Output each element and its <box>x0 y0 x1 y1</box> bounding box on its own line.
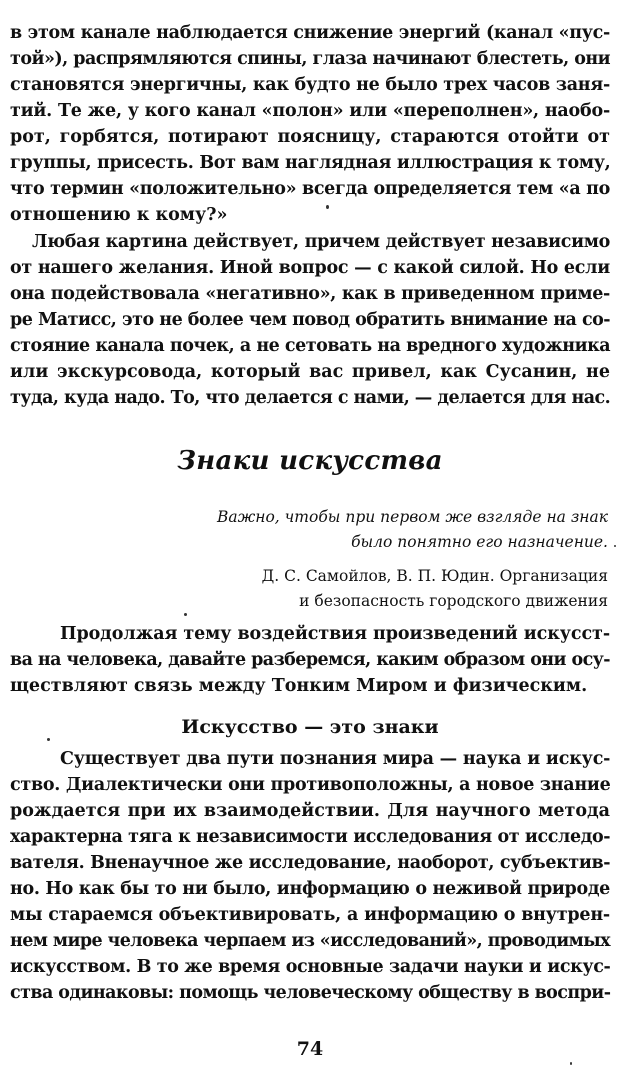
text-line: Существует два пути познания мира — наука и искус- <box>60 749 611 769</box>
text-line: стояние канала почек, а не сетовать на вредного художника <box>10 336 611 356</box>
paragraph-1 <box>10 20 610 228</box>
subsection-heading: Искусство — это знаки <box>181 716 439 738</box>
section-title: Знаки искусства <box>177 446 443 476</box>
text-line: ства одинаковы: помощь человеческому обществу в воспри- <box>10 983 611 1003</box>
page-number: 74 <box>296 1038 324 1060</box>
text-line: Продолжая тему воздействия произведений искусст- <box>60 624 610 644</box>
paragraph-4 <box>10 746 610 1006</box>
attribution-line: и безопасность городского движения <box>299 592 608 610</box>
text-line: группы, присесть. Вот вам наглядная иллюстрация к тому, <box>10 153 611 173</box>
paragraph-3 <box>10 621 610 699</box>
attribution-line: Д. С. Самойлов, В. П. Юдин. Организация <box>261 567 608 585</box>
text-line: мы стараемся объективировать, а информацию о внутрен- <box>10 905 610 925</box>
epigraph <box>217 505 608 555</box>
paragraph-2 <box>10 229 610 411</box>
epigraph-attribution <box>262 564 608 614</box>
epigraph-line: было понятно его назначение. <box>351 533 608 551</box>
text-line: ществляют связь между Тонким Миром и физическим. <box>10 676 588 696</box>
text-line: она подействовала «негативно», как в приведенном приме- <box>10 284 610 304</box>
text-line: в этом канале наблюдается снижение энергий (канал «пус- <box>10 23 610 43</box>
text-line: искусством. В то же время основные задачи науки и искус- <box>10 957 611 977</box>
text-line: характерна тяга к независимости исследования от исследо- <box>10 827 611 847</box>
scan-speck <box>614 545 616 547</box>
text-line: туда, куда надо. То, что делается с нами, — делается для нас. <box>10 388 611 408</box>
text-line: от нашего желания. Иной вопрос — с какой силой. Но если <box>10 258 610 278</box>
text-line: или экскурсовода, который вас привел, как Сусанин, не <box>10 362 610 382</box>
scan-speck <box>326 205 329 209</box>
text-line: что термин «положительно» всегда определяется тем «а по <box>10 179 610 199</box>
text-line: рождается при их взаимодействии. Для научного метода <box>10 801 610 821</box>
text-line: нем мире человека черпаем из «исследований», проводимых <box>10 931 610 951</box>
text-line: тий. Те же, у кого канал «полон» или «переполнен», наобо- <box>10 101 610 121</box>
text-line: но. Но как бы то ни было, информацию о неживой природе <box>10 879 610 899</box>
text-line: отношению к кому?» <box>10 205 228 225</box>
text-line: становятся энергичны, как будто не было трех часов заня- <box>10 75 610 95</box>
text-line: Любая картина действует, причем действует независимо <box>32 232 610 252</box>
scan-speck <box>570 1062 572 1065</box>
text-line: рот, горбятся, потирают поясницу, стараются отойти от <box>10 127 610 147</box>
text-line: ство. Диалектически они противоположны, а новое знание <box>10 775 611 795</box>
scan-speck <box>184 613 187 616</box>
text-line: ва на человека, давайте разберемся, каким образом они осу- <box>10 650 610 670</box>
epigraph-line: Важно, чтобы при первом же взгляде на знак <box>217 508 608 526</box>
scan-speck <box>47 738 50 741</box>
text-line: вателя. Вненаучное же исследование, наоборот, субъектив- <box>10 853 611 873</box>
text-line: ре Матисс, это не более чем повод обратить внимание на со- <box>10 310 611 330</box>
text-line: той»), распрямляются спины, глаза начинают блестеть, они <box>10 49 611 69</box>
